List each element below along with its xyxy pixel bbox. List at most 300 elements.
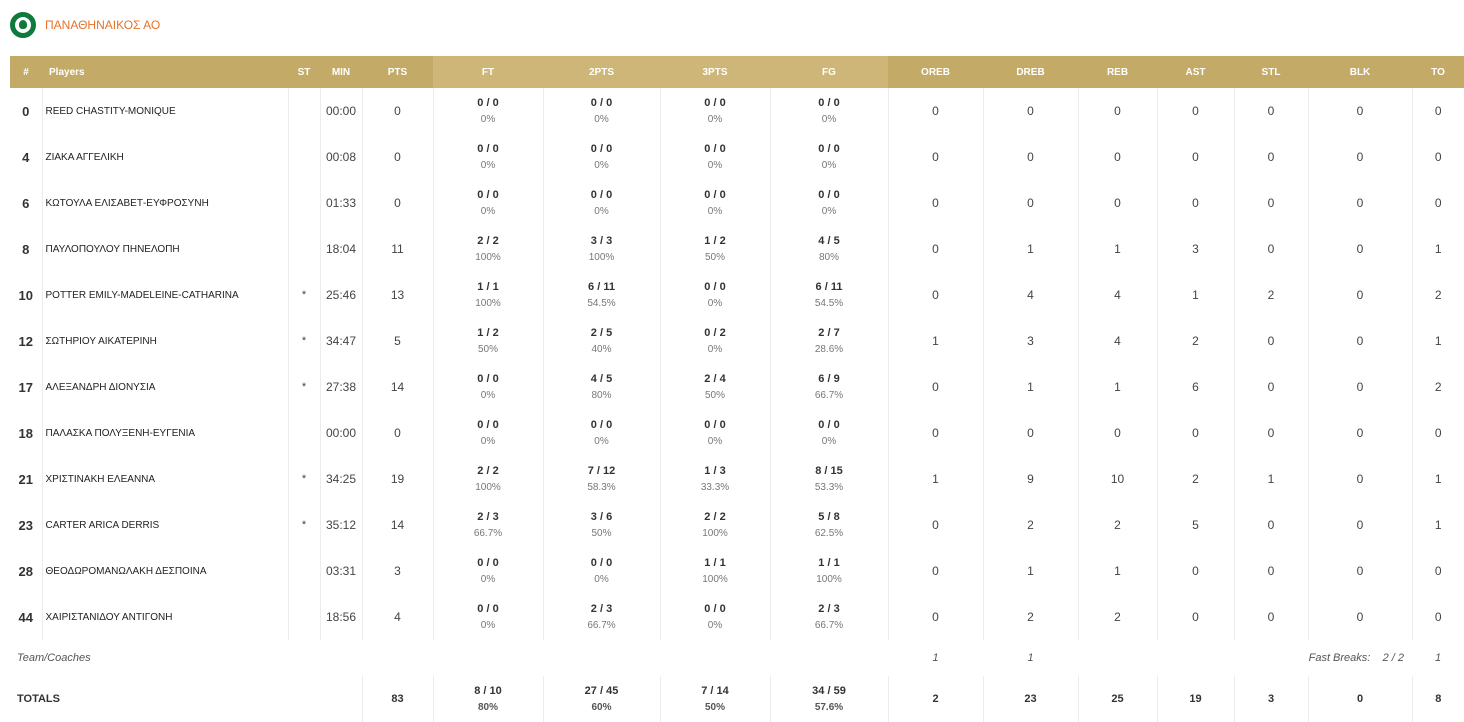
player-3pts-made: 0 / 0 (704, 418, 726, 431)
player-to: 0 (1434, 610, 1442, 624)
team-coaches-row (10, 640, 1464, 676)
player-reb: 1 (1078, 226, 1157, 272)
player-3pts (660, 272, 770, 318)
player-reb: 2 (1078, 502, 1157, 548)
player-ast: 2 (1157, 456, 1234, 502)
player-ft-made: 0 / 0 (477, 96, 499, 109)
player-fg-made: 0 / 0 (818, 96, 840, 109)
player-fg-pct: 54.5% (814, 297, 844, 309)
player-3pts (660, 364, 770, 410)
player-name[interactable]: ΖΙΑΚΑ ΑΓΓΕΛΙΚΗ (42, 134, 288, 180)
player-blk: 0 (1308, 88, 1412, 134)
player-3pts-pct: 0% (707, 343, 723, 355)
player-3pts-pct: 50% (704, 251, 725, 263)
player-minutes: 00:00 (320, 88, 362, 134)
player-name[interactable]: ΣΩΤΗΡΙΟΥ ΑΙΚΑΤΕΡΙΝΗ (42, 318, 288, 364)
player-fg-made: 8 / 15 (815, 464, 843, 477)
player-ast: 0 (1157, 410, 1234, 456)
player-ft-pct: 0% (480, 573, 496, 585)
player-name[interactable]: REED CHASTITY-MONIQUE (42, 88, 288, 134)
player-row (10, 456, 1464, 502)
player-number: 12 (10, 318, 42, 364)
player-dreb: 2 (983, 502, 1078, 548)
player-ft-pct: 0% (480, 205, 496, 217)
team-oreb: 1 (932, 652, 939, 664)
col-header-oreb[interactable]: OREB (888, 56, 983, 88)
player-points: 14 (362, 364, 433, 410)
player-3pts-made: 2 / 2 (704, 510, 726, 523)
player-name[interactable]: ΧΡΙΣΤΙΝΑΚΗ ΕΛΕΑΝΝΑ (42, 456, 288, 502)
player-minutes: 25:46 (320, 272, 362, 318)
player-blk: 0 (1308, 226, 1412, 272)
player-ast: 0 (1157, 134, 1234, 180)
starter-mark (288, 180, 320, 226)
player-fg-pct: 0% (821, 159, 837, 171)
player-oreb: 1 (888, 318, 983, 364)
player-dreb: 0 (983, 410, 1078, 456)
totals-oreb: 2 (888, 676, 983, 722)
player-row (10, 502, 1464, 548)
player-fg-made: 4 / 5 (818, 234, 840, 247)
player-fg-pct: 80% (818, 251, 839, 263)
player-number: 0 (10, 88, 42, 134)
player-ast: 1 (1157, 272, 1234, 318)
player-number: 17 (10, 364, 42, 410)
player-fg (770, 318, 888, 364)
player-blk: 0 (1308, 180, 1412, 226)
player-2pts (543, 88, 660, 134)
player-row (10, 180, 1464, 226)
player-minutes: 01:33 (320, 180, 362, 226)
player-oreb: 1 (888, 456, 983, 502)
player-ft (433, 226, 543, 272)
player-oreb: 0 (888, 548, 983, 594)
team-dreb: 1 (1027, 652, 1034, 664)
player-3pts (660, 548, 770, 594)
player-blk: 0 (1308, 272, 1412, 318)
player-2pts-made: 0 / 0 (590, 188, 613, 201)
player-fg-pct: 53.3% (814, 481, 844, 493)
player-reb: 0 (1078, 134, 1157, 180)
starter-mark: * (288, 364, 320, 410)
player-3pts-pct: 0% (707, 619, 723, 631)
player-2pts-pct: 50% (591, 527, 612, 539)
player-2pts-made: 0 / 0 (590, 96, 613, 109)
player-3pts-made: 0 / 0 (704, 96, 726, 109)
player-ft (433, 272, 543, 318)
player-fg-pct: 62.5% (814, 527, 844, 539)
player-dreb: 0 (983, 134, 1078, 180)
player-ast: 3 (1157, 226, 1234, 272)
starter-mark (288, 226, 320, 272)
col-header-ft[interactable]: FT (433, 56, 543, 88)
player-3pts-made: 1 / 1 (704, 556, 726, 569)
starter-mark (288, 134, 320, 180)
player-oreb: 0 (888, 594, 983, 640)
player-fg-pct: 28.6% (814, 343, 844, 355)
player-ast: 0 (1157, 88, 1234, 134)
col-header-stl[interactable]: STL (1234, 56, 1308, 88)
totals-reb: 25 (1078, 676, 1157, 722)
player-3pts (660, 88, 770, 134)
player-number: 44 (10, 594, 42, 640)
player-fg-made: 0 / 0 (818, 142, 840, 155)
player-to: 0 (1434, 150, 1442, 164)
player-rows (10, 88, 1464, 640)
player-oreb: 0 (888, 180, 983, 226)
col-header-ast[interactable]: AST (1157, 56, 1234, 88)
player-fg-made: 0 / 0 (818, 188, 840, 201)
player-ft-made: 0 / 0 (477, 418, 499, 431)
totals-ft: 8 / 10 80% (433, 676, 543, 722)
player-3pts-pct: 100% (702, 573, 728, 585)
player-ft (433, 594, 543, 640)
player-2pts-pct: 0% (594, 435, 609, 447)
col-header-2pts[interactable]: 2PTS (543, 56, 660, 88)
player-2pts-made: 3 / 3 (590, 234, 613, 247)
player-name[interactable]: ΚΩΤΟΥΛΑ ΕΛΙΣΑΒΕΤ-ΕΥΦΡΟΣΥΝΗ (42, 180, 288, 226)
player-ft-made: 1 / 1 (477, 280, 499, 293)
player-ft-pct: 66.7% (473, 527, 503, 539)
player-ft-made: 0 / 0 (477, 556, 499, 569)
col-header-reb[interactable]: REB (1078, 56, 1157, 88)
player-name[interactable]: ΠΑΛΑΣΚΑ ΠΟΛΥΞΕΝΗ-ΕΥΓΕΝΙΑ (42, 410, 288, 456)
player-2pts (543, 272, 660, 318)
player-stl: 0 (1234, 88, 1308, 134)
player-ft-pct: 0% (480, 389, 496, 401)
player-to: 0 (1434, 564, 1442, 578)
player-3pts (660, 180, 770, 226)
player-to: 1 (1434, 472, 1442, 486)
player-dreb: 3 (983, 318, 1078, 364)
totals-label: TOTALS (10, 676, 362, 722)
col-header-number: # (10, 56, 42, 88)
fast-breaks-label: Fast Breaks: (1308, 652, 1371, 664)
player-ft-made: 0 / 0 (477, 142, 499, 155)
player-ast: 0 (1157, 180, 1234, 226)
starter-mark (288, 88, 320, 134)
player-fg (770, 272, 888, 318)
player-row (10, 226, 1464, 272)
player-fg-made: 2 / 3 (818, 602, 840, 615)
player-3pts (660, 410, 770, 456)
player-ast: 0 (1157, 594, 1234, 640)
player-ft (433, 364, 543, 410)
player-reb: 1 (1078, 364, 1157, 410)
player-minutes: 18:56 (320, 594, 362, 640)
player-ast: 0 (1157, 548, 1234, 594)
player-oreb: 0 (888, 226, 983, 272)
player-3pts (660, 318, 770, 364)
player-2pts-made: 0 / 0 (590, 556, 613, 569)
player-dreb: 1 (983, 364, 1078, 410)
player-3pts-made: 0 / 2 (704, 326, 726, 339)
team-name[interactable]: ΠΑΝΑΘΗΝΑΙΚΟΣ ΑΟ (45, 18, 161, 32)
player-points: 0 (362, 134, 433, 180)
player-reb: 2 (1078, 594, 1157, 640)
player-points: 5 (362, 318, 433, 364)
player-minutes: 18:04 (320, 226, 362, 272)
header-row (10, 56, 1464, 88)
player-row (10, 364, 1464, 410)
player-blk: 0 (1308, 318, 1412, 364)
player-3pts-made: 0 / 0 (704, 602, 726, 615)
player-ft (433, 410, 543, 456)
player-reb: 0 (1078, 180, 1157, 226)
player-oreb: 0 (888, 410, 983, 456)
player-oreb: 0 (888, 272, 983, 318)
player-3pts (660, 226, 770, 272)
player-2pts (543, 410, 660, 456)
player-fg-made: 2 / 7 (818, 326, 840, 339)
player-2pts (543, 180, 660, 226)
player-ast: 6 (1157, 364, 1234, 410)
player-blk: 0 (1308, 410, 1412, 456)
player-ft-made: 2 / 2 (477, 464, 499, 477)
player-fg-made: 0 / 0 (818, 418, 840, 431)
player-2pts-made: 0 / 0 (590, 142, 613, 155)
player-fg-pct: 0% (821, 113, 837, 125)
player-fg-made: 6 / 11 (815, 280, 843, 293)
player-ft-made: 2 / 2 (477, 234, 499, 247)
player-minutes: 27:38 (320, 364, 362, 410)
box-score-table (10, 56, 1464, 722)
player-ft (433, 180, 543, 226)
player-fg-pct: 0% (821, 205, 837, 217)
player-to: 2 (1434, 380, 1442, 394)
player-ft (433, 548, 543, 594)
clover-crest-icon (10, 12, 36, 38)
player-3pts-made: 2 / 4 (704, 372, 726, 385)
player-stl: 1 (1234, 456, 1308, 502)
player-2pts (543, 548, 660, 594)
player-points: 13 (362, 272, 433, 318)
player-row (10, 88, 1464, 134)
player-ft (433, 88, 543, 134)
player-ft-pct: 100% (475, 481, 501, 493)
player-row (10, 594, 1464, 640)
player-2pts-made: 2 / 5 (590, 326, 613, 339)
player-stl: 0 (1234, 318, 1308, 364)
player-dreb: 4 (983, 272, 1078, 318)
player-points: 14 (362, 502, 433, 548)
player-3pts-made: 0 / 0 (704, 142, 726, 155)
player-points: 4 (362, 594, 433, 640)
player-ft (433, 502, 543, 548)
player-ast: 5 (1157, 502, 1234, 548)
player-minutes: 35:12 (320, 502, 362, 548)
player-2pts-made: 7 / 12 (587, 464, 616, 477)
totals-dreb: 23 (983, 676, 1078, 722)
player-2pts-pct: 0% (594, 113, 609, 125)
player-stl: 0 (1234, 226, 1308, 272)
player-fg-pct: 0% (821, 435, 837, 447)
player-ft-pct: 100% (475, 297, 501, 309)
player-dreb: 1 (983, 226, 1078, 272)
totals-pts: 83 (362, 676, 433, 722)
player-to: 0 (1434, 104, 1442, 118)
player-ft-made: 0 / 0 (477, 188, 499, 201)
player-ft (433, 134, 543, 180)
player-reb: 0 (1078, 410, 1157, 456)
player-row (10, 272, 1464, 318)
player-blk: 0 (1308, 456, 1412, 502)
player-2pts-made: 4 / 5 (590, 372, 613, 385)
col-header-pts[interactable]: PTS (362, 56, 433, 88)
player-name[interactable]: ΘΕΟΔΩΡΟΜΑΝΩΛΑΚΗ ΔΕΣΠΟΙΝΑ (42, 548, 288, 594)
totals-3pts: 7 / 14 50% (660, 676, 770, 722)
player-3pts-made: 1 / 2 (704, 234, 726, 247)
player-ft-made: 0 / 0 (477, 372, 499, 385)
player-fg (770, 548, 888, 594)
player-number: 4 (10, 134, 42, 180)
col-header-3pts[interactable]: 3PTS (660, 56, 770, 88)
starter-mark (288, 594, 320, 640)
player-points: 0 (362, 180, 433, 226)
player-blk: 0 (1308, 594, 1412, 640)
totals-ast: 19 (1157, 676, 1234, 722)
player-name[interactable]: ΠΑΥΛΟΠΟΥΛΟΥ ΠΗΝΕΛΟΠΗ (42, 226, 288, 272)
starter-mark: * (288, 272, 320, 318)
player-dreb: 0 (983, 180, 1078, 226)
player-reb: 4 (1078, 272, 1157, 318)
col-header-blk[interactable]: BLK (1308, 56, 1412, 88)
player-dreb: 9 (983, 456, 1078, 502)
player-2pts-pct: 66.7% (587, 619, 616, 631)
player-2pts (543, 134, 660, 180)
player-2pts-pct: 100% (588, 251, 615, 263)
player-fg (770, 364, 888, 410)
player-fg (770, 226, 888, 272)
player-row (10, 134, 1464, 180)
player-points: 3 (362, 548, 433, 594)
player-points: 0 (362, 410, 433, 456)
player-ft-made: 0 / 0 (477, 602, 499, 615)
player-ft-pct: 50% (477, 343, 498, 355)
player-to: 0 (1434, 426, 1442, 440)
player-2pts-pct: 0% (594, 573, 609, 585)
team-to: 1 (1434, 652, 1442, 664)
player-stl: 0 (1234, 364, 1308, 410)
player-ft-pct: 0% (480, 435, 496, 447)
player-ft (433, 318, 543, 364)
totals-blk: 0 (1308, 676, 1412, 722)
starter-mark: * (288, 318, 320, 364)
player-ft-pct: 0% (480, 619, 496, 631)
player-fg-pct: 100% (816, 573, 842, 585)
player-2pts-made: 6 / 11 (588, 280, 615, 293)
col-header-dreb[interactable]: DREB (983, 56, 1078, 88)
player-2pts-made: 2 / 3 (590, 602, 613, 615)
player-oreb: 0 (888, 134, 983, 180)
fast-breaks (1078, 640, 1412, 676)
player-blk: 0 (1308, 134, 1412, 180)
col-header-fg[interactable]: FG (770, 56, 888, 88)
col-header-to[interactable]: TO (1412, 56, 1464, 88)
player-name[interactable]: POTTER EMILY-MADELEINE-CATHARINA (42, 272, 288, 318)
player-2pts-pct: 54.5% (587, 297, 616, 309)
player-fg (770, 594, 888, 640)
player-ft-made: 1 / 2 (477, 326, 499, 339)
player-stl: 0 (1234, 410, 1308, 456)
player-3pts (660, 594, 770, 640)
player-stl: 0 (1234, 180, 1308, 226)
player-3pts-pct: 33.3% (700, 481, 730, 493)
player-oreb: 0 (888, 88, 983, 134)
player-3pts-pct: 0% (707, 205, 723, 217)
player-reb: 1 (1078, 548, 1157, 594)
totals-fg: 34 / 59 57.6% (770, 676, 888, 722)
player-reb: 4 (1078, 318, 1157, 364)
player-3pts (660, 456, 770, 502)
player-3pts-pct: 50% (704, 389, 725, 401)
player-2pts (543, 502, 660, 548)
player-stl: 0 (1234, 594, 1308, 640)
player-stl: 2 (1234, 272, 1308, 318)
player-blk: 0 (1308, 502, 1412, 548)
player-dreb: 0 (983, 88, 1078, 134)
player-name[interactable]: CARTER ARICA DERRIS (42, 502, 288, 548)
player-2pts (543, 226, 660, 272)
player-ft (433, 456, 543, 502)
player-3pts-pct: 0% (707, 159, 723, 171)
player-3pts-made: 1 / 3 (704, 464, 726, 477)
player-3pts-made: 0 / 0 (704, 280, 726, 293)
totals-to: 8 (1435, 693, 1442, 705)
player-to: 1 (1434, 242, 1442, 256)
player-dreb: 1 (983, 548, 1078, 594)
player-stl: 0 (1234, 134, 1308, 180)
col-header-st[interactable]: ST (288, 56, 320, 88)
totals-stl: 3 (1234, 676, 1308, 722)
player-fg (770, 88, 888, 134)
player-number: 10 (10, 272, 42, 318)
player-ft-pct: 100% (475, 251, 501, 263)
player-name[interactable]: ΑΛΕΞΑΝΔΡΗ ΔΙΟΝΥΣΙΑ (42, 364, 288, 410)
player-2pts (543, 456, 660, 502)
player-row (10, 410, 1464, 456)
team-coaches-label: Team/Coaches (17, 652, 91, 664)
player-fg (770, 456, 888, 502)
player-stl: 0 (1234, 502, 1308, 548)
player-blk: 0 (1308, 364, 1412, 410)
player-fg (770, 180, 888, 226)
player-2pts-made: 0 / 0 (590, 418, 613, 431)
player-3pts-made: 0 / 0 (704, 188, 726, 201)
player-oreb: 0 (888, 364, 983, 410)
player-reb: 10 (1078, 456, 1157, 502)
col-header-min[interactable]: MIN (320, 56, 362, 88)
player-number: 23 (10, 502, 42, 548)
fast-breaks-value: 2 / 2 (1382, 652, 1404, 664)
player-dreb: 2 (983, 594, 1078, 640)
player-2pts-pct: 80% (591, 389, 612, 401)
player-number: 18 (10, 410, 42, 456)
col-header-players[interactable]: Players (42, 56, 288, 88)
player-minutes: 34:25 (320, 456, 362, 502)
starter-mark (288, 548, 320, 594)
player-2pts-made: 3 / 6 (590, 510, 613, 523)
player-fg-pct: 66.7% (814, 619, 844, 631)
player-2pts (543, 318, 660, 364)
player-name[interactable]: ΧΑΙΡΙΣΤΑΝΙΔΟΥ ΑΝΤΙΓΟΝΗ (42, 594, 288, 640)
totals-2pts: 27 / 45 60% (543, 676, 660, 722)
player-fg-made: 6 / 9 (818, 372, 840, 385)
starter-mark: * (288, 502, 320, 548)
player-2pts-pct: 0% (594, 205, 609, 217)
player-fg (770, 502, 888, 548)
player-row (10, 548, 1464, 594)
